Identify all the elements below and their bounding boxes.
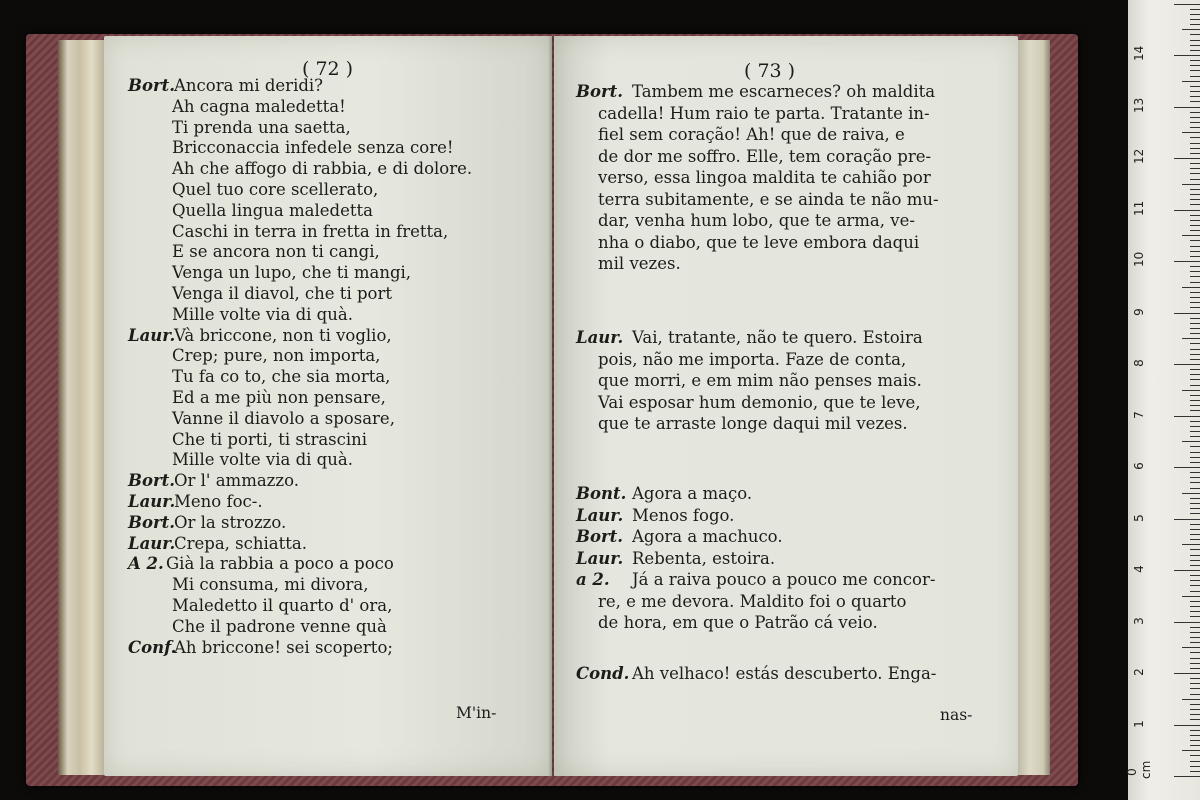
ruler-tick bbox=[1190, 292, 1200, 293]
ruler-tick bbox=[1190, 65, 1200, 66]
ruler-tick bbox=[1182, 699, 1200, 700]
text-line: Bricconaccia infedele senza core! bbox=[172, 138, 454, 158]
text-line: Che il padrone venne quà bbox=[172, 616, 387, 636]
ruler-tick bbox=[1190, 678, 1200, 679]
ruler-tick bbox=[1190, 70, 1200, 71]
page-edges-right bbox=[1016, 40, 1050, 775]
ruler-tick bbox=[1190, 591, 1200, 592]
ruler-tick bbox=[1190, 503, 1200, 504]
ruler-tick bbox=[1190, 431, 1200, 432]
text-line: Venga un lupo, che ti mangi, bbox=[172, 263, 412, 283]
ruler-tick bbox=[1190, 611, 1200, 612]
ruler-tick bbox=[1190, 534, 1200, 535]
text-line: Vai esposar hum demonio, que te leve, bbox=[598, 392, 921, 412]
text-line: Maledetto il quarto d' ora, bbox=[172, 596, 393, 615]
ruler-tick bbox=[1190, 714, 1200, 715]
ruler-tick bbox=[1190, 179, 1200, 180]
speaker-label: Conf. bbox=[128, 637, 177, 657]
ruler-tick bbox=[1190, 524, 1200, 525]
ruler-tick bbox=[1190, 101, 1200, 102]
ruler-tick bbox=[1182, 81, 1200, 82]
ruler-tick bbox=[1190, 91, 1200, 92]
ruler-tick bbox=[1182, 544, 1200, 545]
ruler-tick bbox=[1190, 513, 1200, 514]
text-line: Tambem me escarneces? oh maldita bbox=[632, 82, 936, 101]
text-line: Che ti porti, ti strascini bbox=[172, 429, 368, 449]
page-number: ( 72 ) bbox=[302, 58, 354, 80]
ruler-tick bbox=[1190, 14, 1200, 15]
text-line: Rebenta, estoira. bbox=[632, 548, 776, 568]
ruler-tick bbox=[1190, 24, 1200, 25]
measuring-ruler bbox=[1125, 0, 1200, 800]
ruler-number: 9 bbox=[1132, 307, 1146, 316]
ruler-tick bbox=[1174, 776, 1200, 777]
ruler-tick bbox=[1190, 189, 1200, 190]
text-line: Và briccone, non ti voglio, bbox=[174, 325, 392, 345]
ruler-tick bbox=[1190, 112, 1200, 113]
text-line: Agora a maço. bbox=[632, 484, 753, 503]
text-line: Venga il diavol, che ti port bbox=[172, 284, 392, 303]
text-line: Caschi in terra in fretta in fretta, bbox=[172, 221, 449, 241]
ruler-tick bbox=[1182, 596, 1200, 597]
ruler-tick bbox=[1190, 19, 1200, 20]
ruler-tick bbox=[1190, 560, 1200, 561]
ruler-tick bbox=[1190, 585, 1200, 586]
ruler-number: 4 bbox=[1132, 565, 1146, 573]
ruler-tick bbox=[1190, 307, 1200, 308]
ruler-tick bbox=[1190, 204, 1200, 205]
ruler-tick bbox=[1190, 740, 1200, 741]
ruler-tick bbox=[1190, 50, 1200, 51]
ruler-tick bbox=[1190, 410, 1200, 411]
ruler-tick bbox=[1182, 235, 1200, 236]
ruler-tick bbox=[1190, 555, 1200, 556]
ruler-number: 14 bbox=[1132, 45, 1146, 61]
speaker-label: Bont. bbox=[576, 484, 627, 503]
ruler-tick bbox=[1190, 173, 1200, 174]
ruler-tick bbox=[1190, 683, 1200, 684]
ruler-number: 8 bbox=[1132, 359, 1146, 367]
page-edges-left bbox=[58, 40, 106, 775]
ruler-number: 11 bbox=[1132, 200, 1146, 216]
ruler-tick bbox=[1190, 40, 1200, 41]
text-line: que te arraste longe daqui mil vezes. bbox=[598, 414, 908, 433]
speaker-label: Bort. bbox=[576, 82, 624, 101]
text-line: Vai, tratante, não te quero. Estoira bbox=[632, 328, 923, 347]
text-line: Mille volte via di quà. bbox=[172, 450, 353, 470]
left-page bbox=[104, 36, 552, 776]
ruler-number: 13 bbox=[1132, 97, 1146, 113]
catchword: nas- bbox=[940, 706, 973, 724]
ruler-tick bbox=[1190, 482, 1200, 483]
ruler-tick bbox=[1174, 622, 1200, 623]
ruler-tick bbox=[1190, 575, 1200, 576]
ruler-tick bbox=[1190, 704, 1200, 705]
ruler-tick bbox=[1190, 709, 1200, 710]
text-line: Já a raiva pouco a pouco me concor- bbox=[632, 570, 936, 589]
ruler-tick bbox=[1190, 137, 1200, 138]
ruler-tick bbox=[1190, 498, 1200, 499]
ruler-tick bbox=[1190, 652, 1200, 653]
ruler-tick bbox=[1174, 467, 1200, 468]
ruler-tick bbox=[1174, 416, 1200, 417]
ruler-tick bbox=[1190, 385, 1200, 386]
text-line: Or l' ammazzo. bbox=[174, 471, 299, 491]
speaker-label: Bort. bbox=[128, 471, 176, 491]
text-line: nha o diabo, que te leve embora daqui bbox=[598, 232, 920, 252]
ruler-tick bbox=[1190, 395, 1200, 396]
catchword: M'in- bbox=[456, 704, 497, 722]
speaker-label: A 2. bbox=[128, 554, 164, 574]
ruler-tick bbox=[1190, 565, 1200, 566]
ruler-tick bbox=[1190, 400, 1200, 401]
text-line: Ah cagna maledetta! bbox=[172, 96, 346, 116]
ruler-tick bbox=[1190, 616, 1200, 617]
ruler-number: 6 bbox=[1132, 462, 1146, 470]
ruler-tick bbox=[1190, 163, 1200, 164]
speaker-label: Laur. bbox=[576, 505, 624, 525]
ruler-tick bbox=[1190, 694, 1200, 695]
ruler-tick bbox=[1190, 168, 1200, 169]
text-line: Quel tuo core scellerato, bbox=[172, 180, 379, 199]
ruler-tick bbox=[1174, 673, 1200, 674]
ruler-tick bbox=[1174, 158, 1200, 159]
text-line: de dor me soffro. Elle, tem coração pre- bbox=[598, 146, 932, 166]
ruler-tick bbox=[1190, 246, 1200, 247]
ruler-tick bbox=[1190, 96, 1200, 97]
text-line: Or la strozzo. bbox=[174, 512, 287, 532]
ruler-tick bbox=[1190, 333, 1200, 334]
ruler-tick bbox=[1182, 441, 1200, 442]
ruler-tick bbox=[1190, 297, 1200, 298]
ruler-tick bbox=[1182, 338, 1200, 339]
text-line: Tu fa co to, che sia morta, bbox=[172, 367, 391, 387]
ruler-unit-label: 0 cm bbox=[1125, 760, 1153, 779]
ruler-tick bbox=[1190, 9, 1200, 10]
text-line: terra subitamente, e se ainda te não mu- bbox=[598, 189, 939, 209]
ruler-tick bbox=[1190, 426, 1200, 427]
ruler-tick bbox=[1190, 462, 1200, 463]
ruler-tick bbox=[1190, 127, 1200, 128]
ruler-tick bbox=[1190, 343, 1200, 344]
ruler-tick bbox=[1190, 45, 1200, 46]
ruler-tick bbox=[1190, 771, 1200, 772]
ruler-tick bbox=[1190, 472, 1200, 473]
page-number: ( 73 ) bbox=[744, 60, 796, 82]
speaker-label: Laur. bbox=[576, 548, 624, 568]
speaker-label: Laur. bbox=[128, 325, 176, 345]
ruler-tick bbox=[1190, 256, 1200, 257]
ruler-tick bbox=[1190, 745, 1200, 746]
ruler-tick bbox=[1190, 549, 1200, 550]
ruler-tick bbox=[1190, 153, 1200, 154]
ruler-tick bbox=[1190, 642, 1200, 643]
speaker-label: Bort. bbox=[576, 527, 624, 546]
ruler-tick bbox=[1190, 143, 1200, 144]
ruler-tick bbox=[1190, 251, 1200, 252]
ruler-tick bbox=[1190, 606, 1200, 607]
ruler-tick bbox=[1190, 276, 1200, 277]
ruler-tick bbox=[1190, 220, 1200, 221]
text-line: Ancora mi deridi? bbox=[174, 76, 324, 95]
ruler-tick bbox=[1190, 194, 1200, 195]
ruler-tick bbox=[1190, 735, 1200, 736]
ruler-tick bbox=[1174, 107, 1200, 108]
ruler-tick bbox=[1174, 313, 1200, 314]
ruler-tick bbox=[1190, 627, 1200, 628]
ruler-tick bbox=[1190, 354, 1200, 355]
ruler-tick bbox=[1174, 725, 1200, 726]
ruler-tick bbox=[1190, 328, 1200, 329]
ruler-tick bbox=[1190, 122, 1200, 123]
ruler-tick bbox=[1190, 580, 1200, 581]
ruler-tick bbox=[1190, 240, 1200, 241]
ruler-number: 3 bbox=[1132, 616, 1146, 625]
text-line: Meno foc-. bbox=[174, 492, 263, 511]
text-line: Ah velhaco! estás descuberto. Enga- bbox=[632, 664, 937, 683]
ruler-tick bbox=[1190, 529, 1200, 530]
text-line: verso, essa lingoa maldita te cahião por bbox=[598, 168, 931, 187]
ruler-number: 7 bbox=[1132, 410, 1146, 419]
text-line: Mille volte via di quà. bbox=[172, 304, 353, 324]
ruler-tick bbox=[1190, 60, 1200, 61]
text-line: Ed a me più non pensare, bbox=[172, 388, 386, 407]
ruler-tick bbox=[1174, 55, 1200, 56]
ruler-tick bbox=[1182, 287, 1200, 288]
ruler-number: 2 bbox=[1132, 668, 1146, 676]
ruler-tick bbox=[1190, 76, 1200, 77]
text-line: E se ancora non ti cangi, bbox=[172, 242, 380, 262]
ruler-tick bbox=[1190, 374, 1200, 375]
ruler-tick bbox=[1190, 632, 1200, 633]
text-line: dar, venha hum lobo, que te arma, ve- bbox=[598, 211, 915, 230]
ruler-tick bbox=[1190, 215, 1200, 216]
ruler-tick bbox=[1182, 647, 1200, 648]
ruler-tick bbox=[1190, 508, 1200, 509]
ruler-tick bbox=[1190, 148, 1200, 149]
text-line: que morri, e em mim não penses mais. bbox=[598, 371, 922, 390]
text-line: Ah briccone! sei scoperto; bbox=[174, 637, 393, 657]
text-line: Già la rabbia a poco a poco bbox=[166, 554, 394, 574]
ruler-tick bbox=[1190, 302, 1200, 303]
text-line: Quella lingua maledetta bbox=[172, 200, 373, 220]
ruler-number: 1 bbox=[1132, 719, 1146, 728]
text-line: de hora, em que o Patrão cá veio. bbox=[598, 613, 878, 632]
ruler-tick bbox=[1182, 750, 1200, 751]
ruler-tick bbox=[1190, 86, 1200, 87]
ruler-tick bbox=[1190, 488, 1200, 489]
text-line: Ah che affogo di rabbia, e di dolore. bbox=[172, 159, 473, 179]
ruler-tick bbox=[1174, 364, 1200, 365]
ruler-tick bbox=[1174, 210, 1200, 211]
ruler-tick bbox=[1190, 446, 1200, 447]
text-line: Crep; pure, non importa, bbox=[172, 346, 381, 366]
ruler-tick bbox=[1190, 369, 1200, 370]
ruler-tick bbox=[1190, 405, 1200, 406]
speaker-label: Cond. bbox=[576, 664, 630, 683]
ruler-tick bbox=[1182, 493, 1200, 494]
ruler-tick bbox=[1190, 663, 1200, 664]
ruler-tick bbox=[1190, 601, 1200, 602]
ruler-tick bbox=[1190, 225, 1200, 226]
ruler-tick bbox=[1190, 477, 1200, 478]
speaker-label: Bort. bbox=[128, 76, 176, 95]
text-line: Mi consuma, mi divora, bbox=[172, 575, 369, 595]
text-line: mil vezes. bbox=[598, 254, 681, 273]
ruler-tick bbox=[1190, 719, 1200, 720]
ruler-tick bbox=[1190, 34, 1200, 35]
text-line: cadella! Hum raio te parta. Tratante in- bbox=[598, 103, 930, 123]
ruler-tick bbox=[1174, 261, 1200, 262]
text-line: re, e me devora. Maldito foi o quarto bbox=[598, 591, 907, 611]
ruler-tick bbox=[1190, 730, 1200, 731]
ruler-tick bbox=[1190, 199, 1200, 200]
ruler-tick bbox=[1190, 658, 1200, 659]
ruler-tick bbox=[1190, 379, 1200, 380]
ruler-tick bbox=[1190, 539, 1200, 540]
speaker-label: Laur. bbox=[128, 533, 176, 553]
speaker-label: Laur. bbox=[576, 328, 624, 347]
ruler-tick bbox=[1190, 637, 1200, 638]
text-line: pois, não me importa. Faze de conta, bbox=[598, 349, 907, 369]
ruler-tick bbox=[1190, 271, 1200, 272]
ruler-tick bbox=[1190, 359, 1200, 360]
ruler-tick bbox=[1182, 390, 1200, 391]
ruler-tick bbox=[1190, 761, 1200, 762]
ruler-tick bbox=[1190, 230, 1200, 231]
ruler-tick bbox=[1190, 117, 1200, 118]
ruler-tick bbox=[1190, 318, 1200, 319]
ruler-tick bbox=[1190, 421, 1200, 422]
text-line: Vanne il diavolo a sposare, bbox=[172, 408, 395, 428]
ruler-tick bbox=[1190, 282, 1200, 283]
ruler-tick bbox=[1190, 266, 1200, 267]
ruler-tick bbox=[1182, 132, 1200, 133]
speaker-label: a 2. bbox=[576, 570, 610, 589]
ruler-number: 10 bbox=[1132, 251, 1146, 267]
right-page bbox=[554, 36, 1018, 776]
text-line: Crepa, schiatta. bbox=[174, 533, 307, 553]
speaker-label: Bort. bbox=[128, 512, 176, 532]
ruler-number: 5 bbox=[1132, 513, 1146, 522]
ruler-tick bbox=[1190, 323, 1200, 324]
ruler-tick bbox=[1190, 436, 1200, 437]
text-line: Ti prenda una saetta, bbox=[172, 117, 351, 137]
ruler-tick bbox=[1190, 668, 1200, 669]
ruler-tick bbox=[1190, 452, 1200, 453]
ruler-tick bbox=[1174, 570, 1200, 571]
ruler-tick bbox=[1174, 519, 1200, 520]
ruler-tick bbox=[1190, 755, 1200, 756]
ruler-tick bbox=[1190, 457, 1200, 458]
ruler-number: 12 bbox=[1132, 148, 1146, 164]
ruler-tick bbox=[1182, 29, 1200, 30]
ruler-tick bbox=[1190, 688, 1200, 689]
ruler-tick bbox=[1174, 4, 1200, 5]
text-line: Menos fogo. bbox=[632, 505, 735, 525]
ruler-tick bbox=[1182, 184, 1200, 185]
speaker-label: Laur. bbox=[128, 492, 176, 511]
text-line: fiel sem coração! Ah! que de raiva, e bbox=[598, 125, 905, 144]
text-line: Agora a machuco. bbox=[632, 527, 783, 546]
ruler-tick bbox=[1190, 349, 1200, 350]
ruler-tick bbox=[1190, 766, 1200, 767]
